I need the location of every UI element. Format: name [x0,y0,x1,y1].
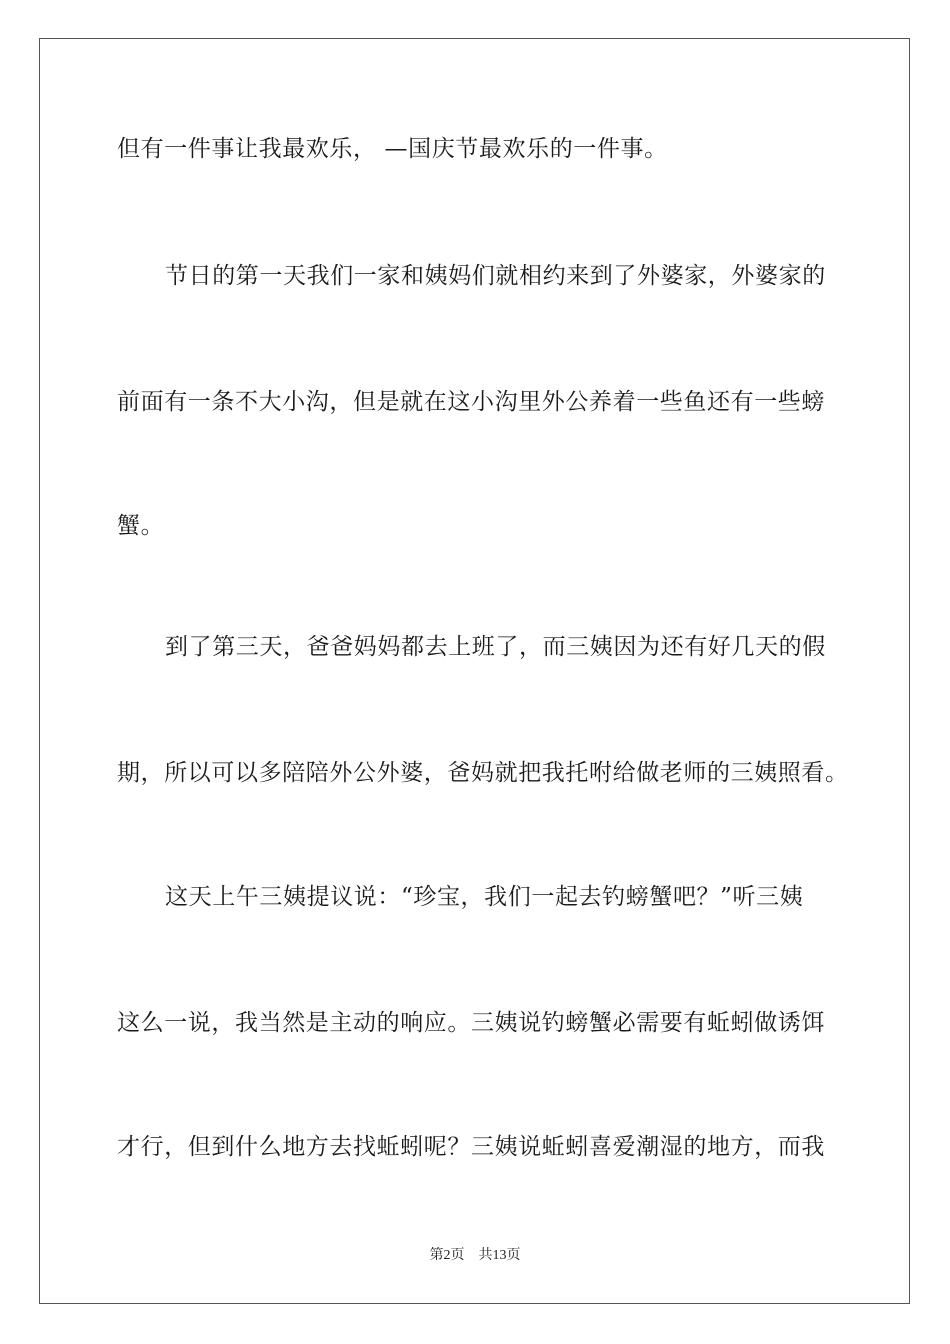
text-line: 但有一件事让我最欢乐， —国庆节最欢乐的一件事。 [117,136,668,162]
paragraph-start-line: 到了第三天，爸爸妈妈都去上班了，而三姨因为还有好几天的假 [165,634,826,660]
text-line: 这么一说，我当然是主动的响应。三姨说钓螃蟹必需要有蚯蚓做诱饵 [117,1010,825,1036]
page-footer [0,1246,950,1266]
text-line: 期，所以可以多陪陪外公外婆，爸妈就把我托咐给做老师的三姨照看。 [117,760,849,786]
page-total: 共13页 [478,1248,521,1263]
page-number: 第2页 [429,1248,465,1263]
page-border [39,38,910,1304]
paragraph-start-line: 节日的第一天我们一家和姨妈们就相约来到了外婆家，外婆家的 [165,263,826,289]
text-line: 前面有一条不大小沟，但是就在这小沟里外公养着一些鱼还有一些螃 [117,389,825,415]
paragraph-start-line: 这天上午三姨提议说：“珍宝，我们一起去钓螃蟹吧？”听三姨 [165,884,804,910]
text-line: 才行，但到什么地方去找蚯蚓呢？三姨说蚯蚓喜爱潮湿的地方，而我 [117,1134,825,1160]
text-line: 蟹。 [117,513,165,539]
